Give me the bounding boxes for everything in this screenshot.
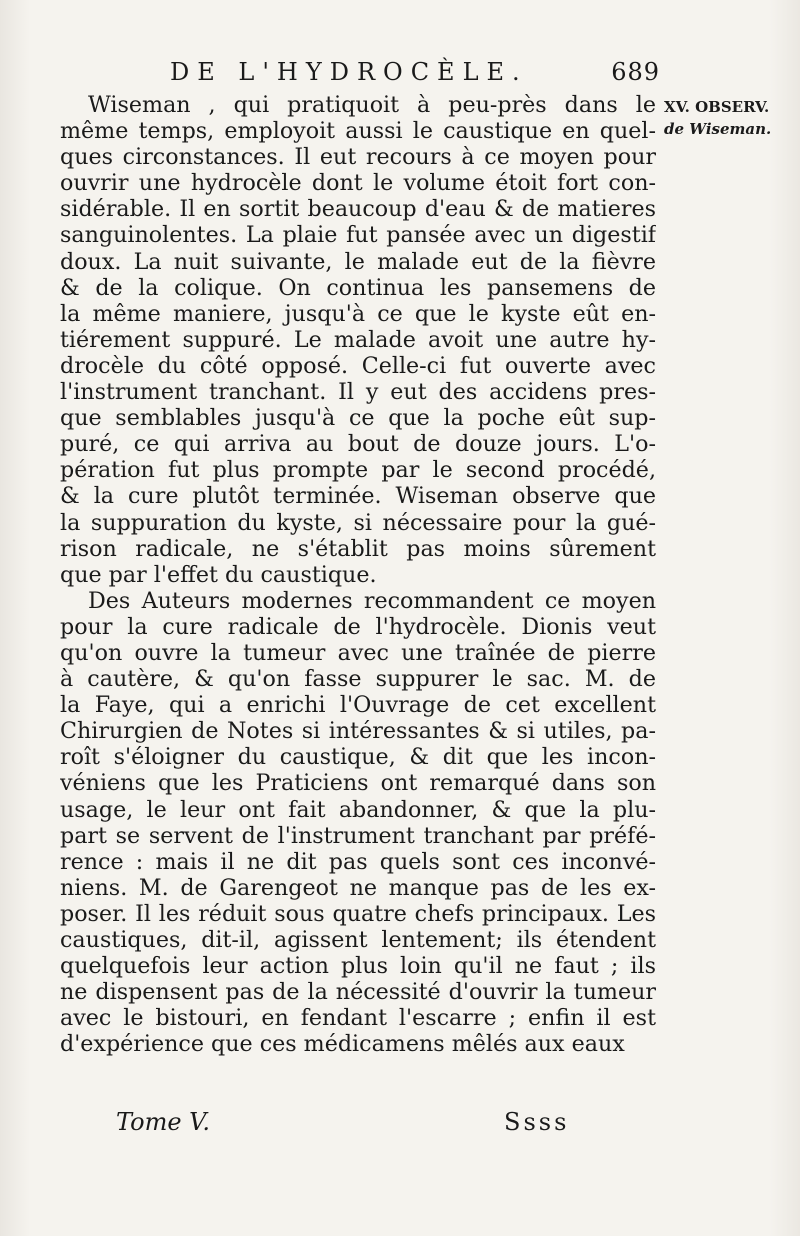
text-line: poser. Il les réduit sous quatre chefs principaux. Les	[60, 900, 656, 927]
text-line: quelquefois leur action plus loin qu'il ne faut ; ils	[60, 953, 656, 980]
text-line: même temps, employoit aussi le caustique en quel-	[60, 118, 656, 145]
paragraph	[60, 92, 656, 588]
text-line: & la cure plutôt terminée. Wiseman observe que	[60, 483, 656, 510]
text-line: rence : mais il ne dit pas quels sont ces inconvé-	[60, 848, 656, 875]
text-line: ouvrir une hydrocèle dont le volume étoit fort con-	[60, 170, 656, 197]
text-line: d'expérience que ces médicamens mêlés aux eaux	[60, 1031, 625, 1058]
text-line: pour la cure radicale de l'hydrocèle. Dionis veut	[60, 613, 656, 640]
text-line: niens. M. de Garengeot ne manque pas de les ex-	[60, 874, 656, 901]
running-head	[170, 58, 660, 86]
margin-note-observation: XV. OBSERV.	[664, 98, 770, 116]
text-line: roît s'éloigner du caustique, & dit que les incon-	[60, 744, 656, 771]
text-line: caustiques, dit-il, agissent lentement; ils étendent	[60, 927, 656, 953]
text-line: à cautère, & qu'on fasse suppurer le sac. M. de	[60, 666, 656, 693]
text-line: la Faye, qui a enrichi l'Ouvrage de cet excellent	[60, 692, 656, 719]
text-line: avec le bistouri, en fendant l'escarre ; enfin il est	[60, 1005, 656, 1032]
text-line: qu'on ouvre la tumeur avec une traînée de pierre	[60, 639, 656, 666]
text-line: véniens que les Praticiens ont remarqué dans son	[60, 770, 656, 797]
text-line: la même maniere, jusqu'à ce que le kyste eût en-	[60, 300, 656, 327]
text-line: Chirurgien de Notes si intéressantes & si utiles, pa-	[60, 718, 656, 745]
text-line: que par l'effet du caustique.	[60, 561, 377, 588]
page-number: 689	[611, 58, 660, 86]
running-title: DE L'HYDROCÈLE.	[170, 58, 528, 86]
text-line: & de la colique. On continua les pansemens de	[60, 274, 656, 301]
text-line: drocèle du côté opposé. Celle-ci fut ouverte avec	[60, 352, 656, 379]
text-line: l'instrument tranchant. Il y eut des accidens pres-	[60, 379, 656, 406]
signature-mark: Ssss	[504, 1108, 570, 1136]
margin-note-author: de Wiseman.	[664, 120, 772, 138]
text-line: part se servent de l'instrument tranchant par préfé-	[60, 822, 656, 849]
page-footer	[60, 1108, 656, 1138]
text-line: ne dispensent pas de la nécessité d'ouvrir la tumeur	[60, 979, 656, 1006]
text-line: usage, le leur ont fait abandonner, & que la plu-	[60, 796, 656, 823]
margin-note	[664, 96, 794, 140]
text-line: que semblables jusqu'à ce que la poche eût sup-	[60, 405, 656, 432]
text-line: sanguinolentes. La plaie fut pansée avec un digestif	[60, 222, 656, 249]
text-line: rison radicale, ne s'établit pas moins sûrement	[60, 535, 656, 562]
text-line: la suppuration du kyste, si nécessaire pour la gué-	[60, 509, 656, 536]
text-line: Wiseman , qui pratiquoit à peu-près dans le	[88, 92, 656, 118]
paragraph	[60, 588, 656, 1058]
text-line: pération fut plus prompte par le second procédé,	[60, 457, 656, 484]
text-line: ques circonstances. Il eut recours à ce moyen pour	[60, 144, 656, 171]
text-line: puré, ce qui arriva au bout de douze jours. L'o-	[60, 431, 656, 458]
text-line: Des Auteurs modernes recommandent ce moyen	[88, 587, 656, 614]
text-line: sidérable. Il en sortit beaucoup d'eau & de matieres	[60, 196, 656, 223]
volume-label: Tome V.	[116, 1108, 210, 1136]
text-line: tiérement suppuré. Le malade avoit une autre hy-	[60, 326, 656, 353]
body-text	[60, 92, 656, 1057]
text-line: doux. La nuit suivante, le malade eut de la fièvre	[60, 248, 656, 275]
